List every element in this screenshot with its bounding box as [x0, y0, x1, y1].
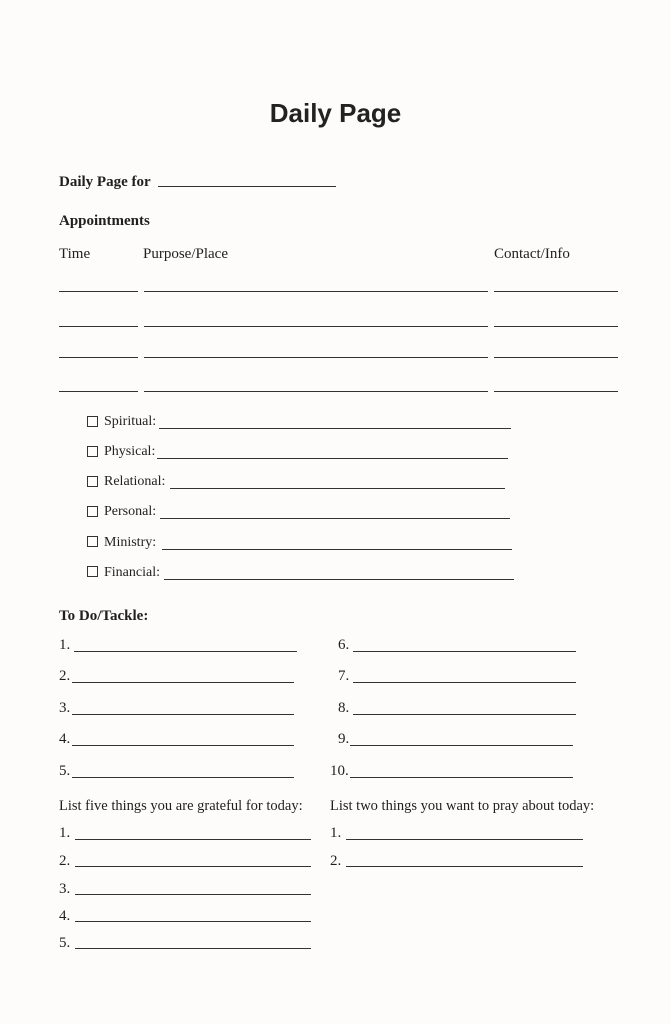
appointment-time-field[interactable] [59, 391, 138, 392]
spiritual-field[interactable] [159, 428, 511, 429]
todo-number: 7. [338, 668, 350, 684]
todo-number: 1. [59, 637, 71, 653]
pray-heading: List two things you want to pray about today: [330, 798, 595, 814]
todo-field[interactable] [353, 682, 576, 683]
checklist-label-spiritual: Spiritual: [104, 414, 157, 429]
appointment-purpose-field[interactable] [144, 391, 488, 392]
todo-number: 9. [338, 731, 350, 747]
todo-field[interactable] [353, 651, 576, 652]
grateful-number: 2. [59, 853, 71, 869]
grateful-field[interactable] [75, 921, 311, 922]
column-contact-info: Contact/Info [494, 246, 570, 262]
relational-field[interactable] [170, 488, 505, 489]
pray-number: 1. [330, 825, 342, 841]
checkbox-relational[interactable] [87, 476, 98, 487]
todo-number: 8. [338, 700, 350, 716]
appointment-contact-field[interactable] [494, 326, 618, 327]
appointment-purpose-field[interactable] [144, 291, 488, 292]
todo-field[interactable] [72, 714, 294, 715]
pray-field[interactable] [346, 839, 583, 840]
todo-number: 10. [330, 763, 349, 779]
checkbox-spiritual[interactable] [87, 416, 98, 427]
grateful-field[interactable] [75, 839, 311, 840]
todo-number: 3. [59, 700, 71, 716]
todo-number: 5. [59, 763, 71, 779]
appointment-purpose-field[interactable] [144, 357, 488, 358]
grateful-number: 4. [59, 908, 71, 924]
physical-field[interactable] [157, 458, 508, 459]
column-time: Time [59, 246, 91, 262]
checklist-label-relational: Relational: [104, 474, 166, 489]
grateful-heading: List five things you are grateful for today: [59, 798, 303, 814]
appointment-purpose-field[interactable] [144, 326, 488, 327]
checklist-label-personal: Personal: [104, 504, 157, 519]
todo-number: 4. [59, 731, 71, 747]
column-purpose-place: Purpose/Place [143, 246, 228, 262]
checkbox-physical[interactable] [87, 446, 98, 457]
todo-heading: To Do/Tackle: [59, 608, 149, 624]
checkbox-ministry[interactable] [87, 536, 98, 547]
appointment-contact-field[interactable] [494, 357, 618, 358]
grateful-field[interactable] [75, 894, 311, 895]
daily-page-for-label: Daily Page for [59, 174, 151, 190]
pray-field[interactable] [346, 866, 583, 867]
financial-field[interactable] [164, 579, 514, 580]
appointments-heading: Appointments [59, 213, 150, 229]
grateful-number: 5. [59, 935, 71, 951]
appointment-contact-field[interactable] [494, 291, 618, 292]
todo-field[interactable] [350, 777, 573, 778]
checklist-label-physical: Physical: [104, 444, 156, 459]
todo-number: 6. [338, 637, 350, 653]
grateful-number: 3. [59, 881, 71, 897]
checklist-label-ministry: Ministry: [104, 535, 157, 550]
grateful-field[interactable] [75, 866, 311, 867]
appointment-time-field[interactable] [59, 291, 138, 292]
appointment-contact-field[interactable] [494, 391, 618, 392]
checkbox-personal[interactable] [87, 506, 98, 517]
todo-field[interactable] [74, 651, 297, 652]
todo-field[interactable] [72, 777, 294, 778]
pray-number: 2. [330, 853, 342, 869]
appointment-time-field[interactable] [59, 357, 138, 358]
todo-field[interactable] [350, 745, 573, 746]
personal-field[interactable] [160, 518, 510, 519]
appointment-time-field[interactable] [59, 326, 138, 327]
checkbox-financial[interactable] [87, 566, 98, 577]
todo-field[interactable] [72, 745, 294, 746]
checklist-label-financial: Financial: [104, 565, 160, 580]
todo-field[interactable] [72, 682, 294, 683]
grateful-field[interactable] [75, 948, 311, 949]
page-title: Daily Page [269, 98, 402, 128]
grateful-number: 1. [59, 825, 71, 841]
ministry-field[interactable] [162, 549, 512, 550]
todo-field[interactable] [353, 714, 576, 715]
daily-page-for-field[interactable] [158, 186, 336, 187]
todo-number: 2. [59, 668, 71, 684]
